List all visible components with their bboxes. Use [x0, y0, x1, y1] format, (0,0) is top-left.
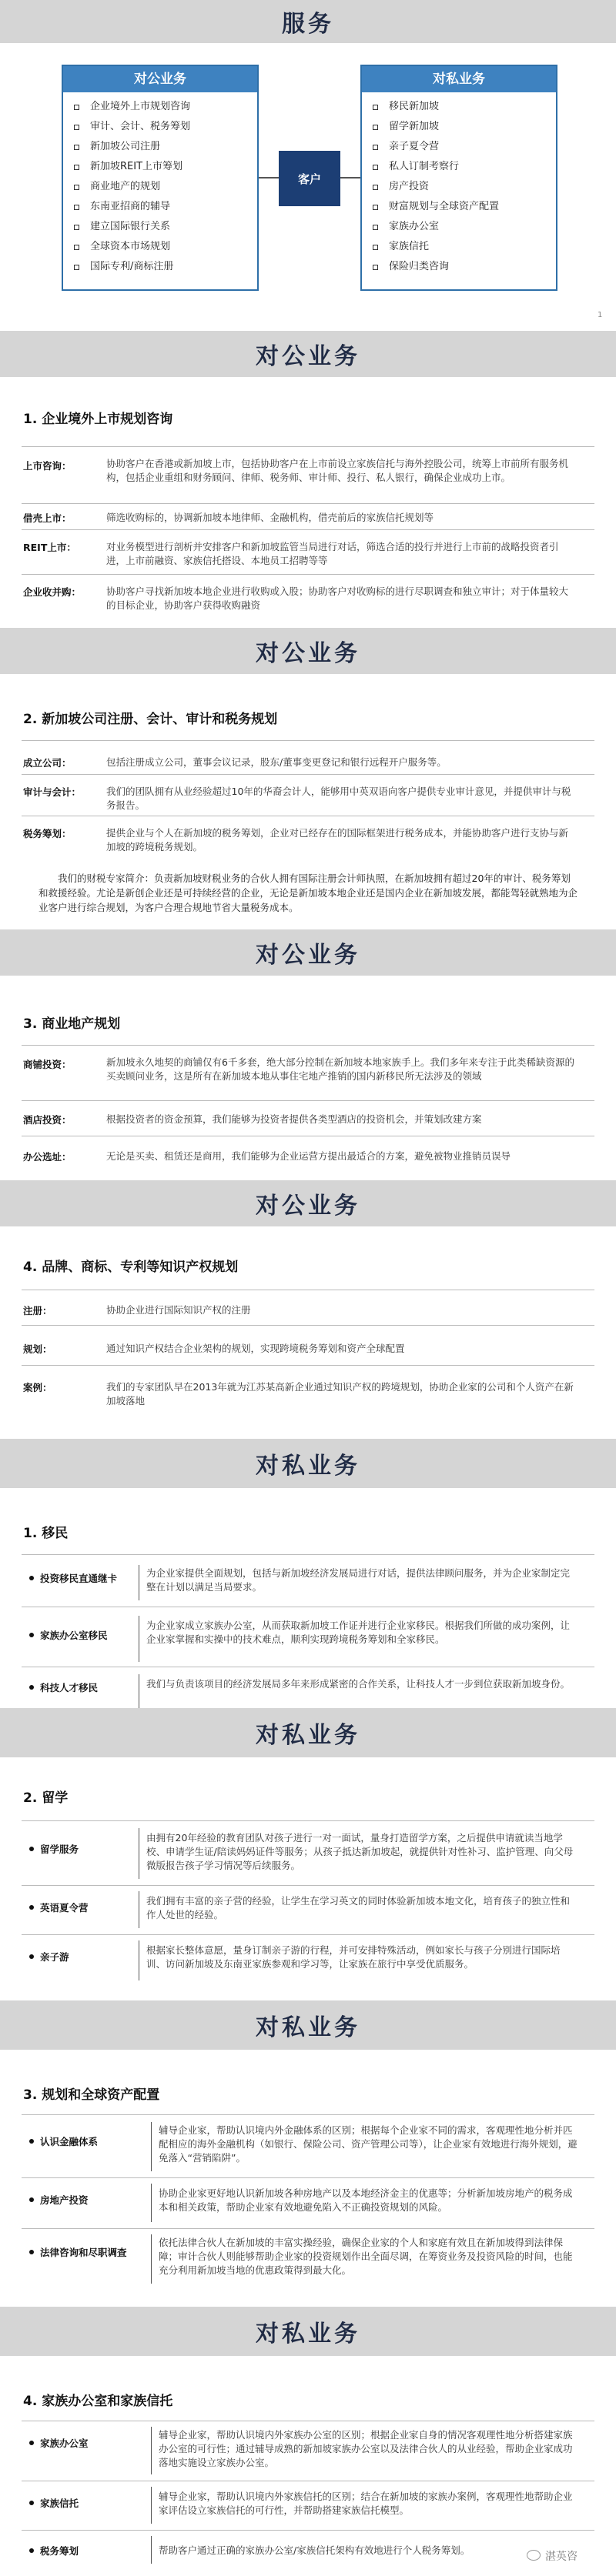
separator-line [151, 2122, 152, 2171]
checkbox-square-icon [373, 265, 378, 270]
s7-heading: 3. 规划和全球资产配置 [23, 2087, 160, 2103]
s2-paragraph: 我们的财税专家简介：负责新加坡财税业务的合伙人拥有国际注册会计师执照，在新加坡拥有超过20年的审计、税务筹划和救援经验。尤论是新创企业还是可持续经营的企业，无论是新加坡本地企业还是国内企业在新加坡发展，都能驾轻就熟地为企业客户进行综合规划，为客户合理合规地节省大量税务成本。 [38, 873, 578, 913]
private-box-title: 对私业务 [362, 66, 556, 92]
row-text: 为企业家提供全面规划，包括与新加坡经济发展局进行对话，提供法律顾问服务，并为企业家制定完整在计划以满足当局要求。 [146, 1567, 571, 1593]
checkbox-square-icon [373, 225, 378, 230]
checkbox-square-icon [74, 145, 79, 150]
checkbox-square-icon [373, 245, 378, 250]
list-item: 房产投资 [373, 177, 548, 197]
corporate-box-title: 对公业务 [63, 66, 257, 92]
row-text: 根据家长整体意愿，量身订制亲子游的行程，并可安排特殊活动，例如家长与孩子分别进行国际培训、访问新加坡及东南亚家族参观和学习等，让家族在旅行中享受优质服务。 [146, 1944, 561, 1970]
divider [22, 529, 594, 530]
list-item: 全球资本市场规划 [74, 237, 249, 257]
bullet-dot-icon [29, 1576, 34, 1580]
row-text: 帮助客户通过正确的家族办公室/家族信托架构有效地进行个人税务筹划。 [159, 2544, 470, 2556]
s4-band: 对公业务 [0, 1180, 616, 1226]
checkbox-square-icon [74, 185, 79, 190]
bullet-dot-icon [29, 1633, 34, 1637]
s1-heading: 1. 企业境外上市规划咨询 [23, 412, 173, 427]
row-text: 协助客户寻找新加坡本地企业进行收购或入股；协助客户对收购标的进行尽职调查和独立审计；对于体量较大的目标企业，协助客户获得收购融资 [106, 586, 569, 611]
list-item: 保险归类咨询 [373, 257, 548, 277]
bullet-dot-icon [29, 2548, 34, 2553]
divider [22, 1365, 594, 1366]
divider [22, 1934, 594, 1935]
row-label: REIT上市： [23, 542, 76, 553]
row-label: 认识金融体系 [40, 2136, 99, 2147]
bullet-dot-icon [29, 2250, 34, 2254]
s8-heading: 4. 家族办公室和家族信托 [23, 2394, 173, 2409]
row-label: 规划： [23, 1343, 52, 1355]
row-text: 包括注册成立公司，董事会议记录，股东/董事变更登记和银行远程开户服务等。 [106, 756, 447, 768]
row-text: 协助企业进行国际知识产权的注册 [106, 1304, 251, 1316]
row-label: 办公选址： [23, 1151, 72, 1163]
checkbox-square-icon [373, 185, 378, 190]
s7-band: 对私业务 [0, 2000, 616, 2050]
row-text: 辅导企业家，帮助认识境内外金融体系的区别；根据每个企业家不同的需求，客观理性地分析并匹配相应的海外金融机构（如银行、保险公司、资产管理公司等），让企业家有效地进行海外规划，避免落入“营销陷阱”。 [159, 2124, 578, 2164]
checkbox-square-icon [74, 105, 79, 110]
divider [22, 2114, 594, 2115]
row-label: 上市咨询： [23, 460, 72, 472]
row-text: 对业务模型进行剖析并安排客户和新加坡监管当局进行对话，筛选合适的投行并进行上市前的战略投资者引进，上市前融资、家族信托搭设、本地员工招聘等等 [106, 541, 559, 566]
separator-line [151, 2536, 152, 2564]
list-item: 亲子夏令营 [373, 137, 548, 157]
s3-heading: 3. 商业地产规划 [23, 1016, 121, 1032]
divider [22, 1325, 594, 1326]
row-text: 筛选收购标的，协调新加坡本地律师、金融机构，借壳前后的家族信托规划等 [106, 512, 434, 523]
row-text: 无论是买卖、租赁还是商用，我们能够为企业运营方提出最适合的方案，避免被物业推销员误导 [106, 1150, 511, 1162]
customer-box: 客户 [279, 151, 340, 206]
s8-band: 对私业务 [0, 2307, 616, 2356]
divider [22, 574, 594, 575]
row-text: 我们拥有丰富的亲子营的经验，让学生在学习英文的同时体验新加坡本地文化，培育孩子的独立性和作人处世的经验。 [146, 1895, 571, 1920]
divider [22, 446, 594, 447]
checkbox-square-icon [74, 205, 79, 210]
row-label: 家族办公室 [40, 2438, 89, 2449]
divider [22, 1554, 594, 1555]
row-label: 企业收并购： [23, 586, 82, 598]
s2-band: 对公业务 [0, 628, 616, 674]
row-label: 案例： [23, 1382, 52, 1393]
row-label: 家族信托 [40, 2498, 79, 2509]
corporate-services-box [62, 65, 259, 291]
row-label: 酒店投资： [23, 1114, 72, 1126]
bullet-dot-icon [29, 1685, 34, 1690]
list-item: 商业地产的规划 [74, 177, 249, 197]
bullet-dot-icon [29, 2139, 34, 2144]
checkbox-square-icon [373, 205, 378, 210]
checkbox-square-icon [373, 165, 378, 170]
list-item: 财富规划与全球资产配置 [373, 197, 548, 217]
s5-band: 对私业务 [0, 1439, 616, 1488]
separator-line [151, 2487, 152, 2524]
row-text: 辅导企业家，帮助认识境内外家族信托的区别；结合在新加坡的家族办案例，客观理性地帮助企业家评估设立家族信托的可行性，并帮助搭建家族信托模型。 [159, 2491, 573, 2516]
row-text: 提供企业与个人在新加坡的税务筹划，企业对已经存在的国际框架进行税务成本，并能协助客户进行支协与新加坡的跨境税务规划。 [106, 827, 569, 853]
row-text: 为企业家成立家族办公室，从而获取新加坡工作证并进行企业家移民。根据我们所做的成功案例，让企业家掌握和实操中的技术难点，顺利实现跨境税务筹划和全家移民。 [146, 1620, 571, 1645]
checkbox-square-icon [74, 165, 79, 170]
row-label: 家族办公室移民 [40, 1630, 108, 1641]
row-label: 留学服务 [40, 1844, 79, 1855]
row-label: 税务筹划： [23, 828, 72, 839]
row-label: 亲子游 [40, 1951, 69, 1963]
list-item: 家族信托 [373, 237, 548, 257]
checkbox-square-icon [74, 225, 79, 230]
row-label: 审计与会计： [23, 786, 82, 798]
connector-right [340, 177, 360, 179]
page-number: 1 [598, 311, 603, 319]
watermark: 湛英咨 [545, 2551, 578, 2563]
s6-heading: 2. 留学 [23, 1790, 69, 1806]
row-label: 商铺投资： [23, 1059, 72, 1070]
connector-left [259, 177, 279, 179]
checkbox-square-icon [74, 125, 79, 130]
row-text: 根据投资者的资金预算，我们能够为投资者提供各类型酒店的投资机会，并策划改建方案 [106, 1113, 482, 1125]
divider [22, 2228, 594, 2229]
divider [22, 1820, 594, 1821]
row-text: 我们的团队拥有从业经验超过10年的华裔会计人，能够用中英双语向客户提供专业审计意见，并提供审计与税务报告。 [106, 786, 571, 811]
wechat-icon [527, 2550, 541, 2561]
bullet-dot-icon [29, 2441, 34, 2445]
row-text: 我们与负责该项目的经济发展局多年来形成紧密的合作关系，让科技人才一步到位获取新加坡身份。 [146, 1678, 571, 1690]
list-item: 留学新加坡 [373, 117, 548, 137]
row-text: 由拥有20年经验的教育团队对孩子进行一对一面试，量身打造留学方案，之后提供申请就读当地学校、申请学生证/陪读妈妈证件等服务；从孩子抵达新加坡起，就提供针对性补习、监护管理、向父母微版报告孩子学习情况等后续服务。 [146, 1832, 574, 1871]
divider [22, 503, 594, 504]
row-text: 辅导企业家，帮助认识境内外家族办公室的区别；根据企业家自身的情况客观理性地分析搭建家族办公室的可行性；通过辅导成熟的新加坡家族办公室以及法律合伙人的从业经验，帮助企业家成功落地实施设立家族办公室。 [159, 2429, 573, 2468]
divider [22, 2177, 594, 2178]
row-text: 通过知识产权结合企业架构的规划，实现跨境税务筹划和资产全球配置 [106, 1343, 405, 1354]
list-item: 私人订制考察行 [373, 157, 548, 177]
bullet-dot-icon [29, 2501, 34, 2505]
row-label: 法律咨询和尽职调查 [40, 2247, 127, 2258]
divider [22, 2530, 594, 2531]
checkbox-square-icon [373, 125, 378, 130]
checkbox-square-icon [74, 265, 79, 270]
s5-heading: 1. 移民 [23, 1526, 69, 1541]
list-item: 企业境外上市规划咨询 [74, 97, 249, 117]
divider [22, 740, 594, 741]
s1-band: 对公业务 [0, 331, 616, 377]
checkbox-square-icon [373, 105, 378, 110]
row-label: 税务筹划 [40, 2545, 79, 2557]
top-title-band [0, 0, 616, 43]
list-item: 新加坡公司注册 [74, 137, 249, 157]
list-item: 新加坡REIT上市筹划 [74, 157, 249, 177]
private-services-box [360, 65, 557, 291]
separator-line [151, 2427, 152, 2474]
bullet-dot-icon [29, 1905, 34, 1910]
divider [22, 774, 594, 775]
top-title: 服务 [282, 11, 334, 38]
row-label: 借壳上市： [23, 512, 72, 524]
row-label: 成立公司： [23, 757, 72, 769]
checkbox-square-icon [373, 145, 378, 150]
s2-heading: 2. 新加坡公司注册、会计、审计和税务规划 [23, 712, 278, 727]
row-label: 英语夏令营 [40, 1902, 89, 1914]
list-item: 东南亚招商的辅导 [74, 197, 249, 217]
bullet-dot-icon [29, 1847, 34, 1851]
separator-line [151, 2184, 152, 2222]
s4-heading: 4. 品牌、商标、专利等知识产权规划 [23, 1260, 239, 1275]
bullet-dot-icon [29, 2197, 34, 2202]
bullet-dot-icon [29, 1954, 34, 1959]
list-item: 家族办公室 [373, 217, 548, 237]
list-item: 审计、会计、税务筹划 [74, 117, 249, 137]
row-label: 注册： [23, 1305, 52, 1316]
separator-line [151, 2234, 152, 2284]
row-text: 协助企业家更好地认识新加坡各种房地产以及本地经济金主的优惠等；分析新加坡房地产的税务成本和相关政策，帮助企业家有效地避免陷入不正确投资规划的风险。 [159, 2187, 573, 2213]
row-text: 协助客户在香港或新加坡上市，包括协助客户在上市前设立家族信托与海外控股公司，统筹上市前所有服务机构，包括企业重组和财务顾问、律师、税务师、审计师、投行、私人银行，确保企业成功上市。 [106, 458, 569, 483]
row-label: 科技人才移民 [40, 1682, 99, 1693]
s3-band: 对公业务 [0, 929, 616, 976]
divider [22, 1100, 594, 1101]
list-item: 建立国际银行关系 [74, 217, 249, 237]
checkbox-square-icon [74, 245, 79, 250]
row-text: 新加坡永久地契的商铺仅有6千多套，绝大部分控制在新加坡本地家族手上。我们多年来专注于此类稀缺资源的买卖顾问业务，这是所有在新加坡本地从事住宅地产推销的国内新移民所无法涉及的领域 [106, 1056, 574, 1082]
corporate-services-list [63, 92, 257, 277]
row-label: 房地产投资 [40, 2194, 89, 2206]
row-label: 投资移民直通继卡 [40, 1573, 118, 1584]
list-item: 移民新加坡 [373, 97, 548, 117]
s6-band: 对私业务 [0, 1708, 616, 1757]
row-text: 我们的专家团队早在2013年就为江苏某高新企业通过知识产权的跨境规划，协助企业家的公司和个人资产在新加坡落地 [106, 1381, 574, 1406]
row-text: 依托法律合伙人在新加坡的丰富实操经验，确保企业家的个人和家庭有效且在新加坡得到法律保障；审计合伙人则能够帮助企业家的投资规划作出全面尽调，在筹资业务及投资风险的时间，也能充分利用新加坡当地的优惠政策得到最大化。 [159, 2237, 573, 2276]
list-item: 国际专利/商标注册 [74, 257, 249, 277]
private-services-list [362, 92, 556, 277]
divider [22, 1885, 594, 1886]
divider [22, 1045, 594, 1046]
